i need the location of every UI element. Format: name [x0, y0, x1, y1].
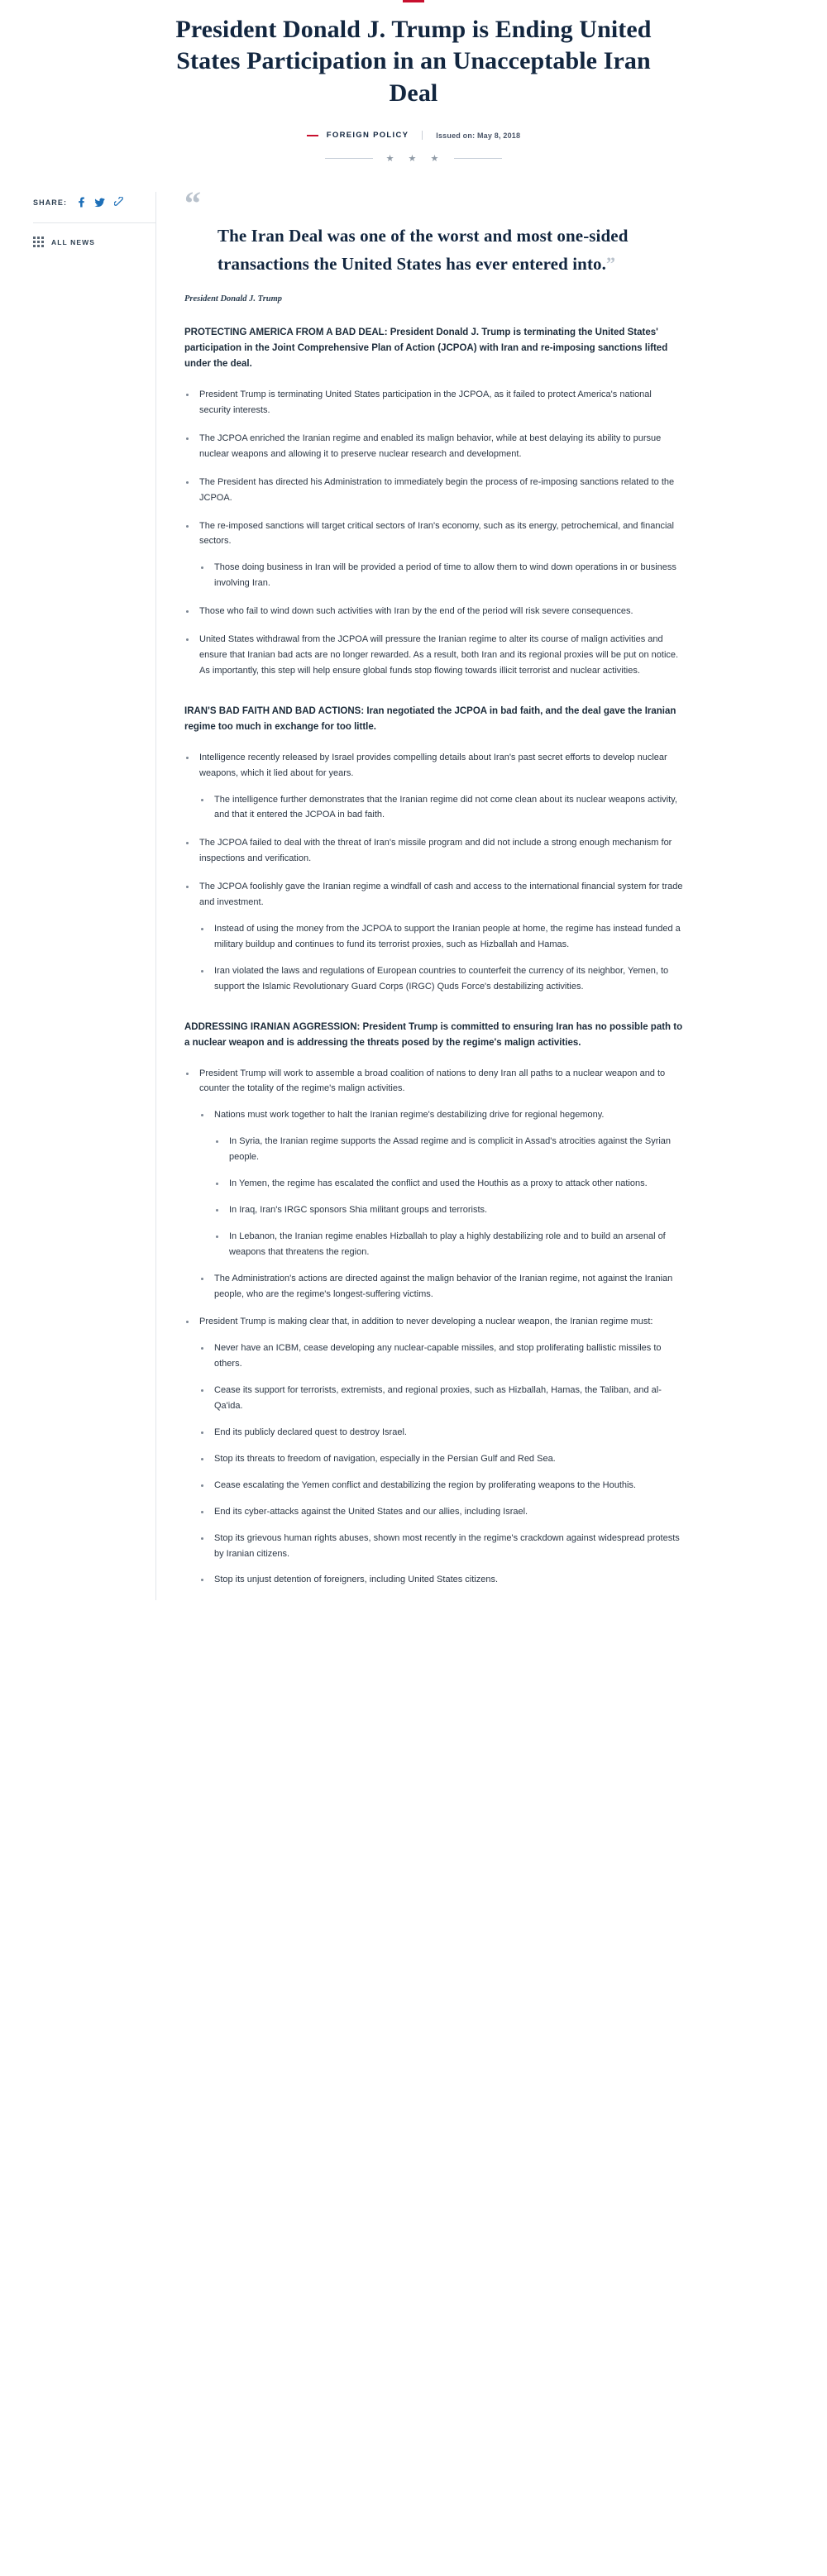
list-item: [199, 1504, 685, 1520]
list-item: [199, 1478, 685, 1494]
bullet-list-level-1: [184, 1066, 685, 1589]
list-item: [184, 632, 685, 679]
list-item-text: The Administration's actions are directed against the malign behavior of the Iranian regime, not against the Iranian people, who are the regime's longest-suffering victims.: [214, 1273, 673, 1299]
pull-quote: [218, 223, 652, 277]
list-item: [214, 1202, 685, 1218]
list-item-text: President Trump will work to assemble a broad coalition of nations to deny Iran all paths to a nuclear weapon and to counter the totality of the regime's malign activities.: [199, 1068, 666, 1094]
section-heading: ADDRESSING IRANIAN AGGRESSION: President Trump is committed to ensuring Iran has no possible path to a nuclear weapon and is addressing the threats posed by the regime's malign activities.: [184, 1021, 683, 1048]
all-news-link[interactable]: [33, 237, 155, 247]
list-item-text: In Yemen, the regime has escalated the conflict and used the Houthis as a proxy to attack other nations.: [229, 1178, 648, 1189]
list-item-text: Those who fail to wind down such activities with Iran by the end of the period will risk severe consequences.: [199, 606, 633, 617]
list-item-text: End its cyber-attacks against the United States and our allies, including Israel.: [214, 1506, 528, 1517]
article-content: [0, 184, 827, 1633]
bullet-list-level-2: [199, 921, 685, 995]
list-item-text: President Trump is making clear that, in addition to never developing a nuclear weapon, the Iranian regime must:: [199, 1317, 653, 1327]
list-item-text: Stop its threats to freedom of navigation, especially in the Persian Gulf and Red Sea.: [214, 1453, 556, 1464]
list-item: [184, 879, 685, 994]
list-item: [199, 1572, 685, 1588]
list-item: [184, 604, 685, 619]
list-item: [199, 1271, 685, 1302]
list-item-text: The JCPOA foolishly gave the Iranian regime a windfall of cash and access to the international financial system for trade and investment.: [199, 882, 683, 908]
list-item: [214, 1229, 685, 1260]
list-item-text: Instead of using the money from the JCPOA to support the Iranian people at home, the regime has instead funded a military buildup and continues to fund its terrorist proxies, such as Hizballah and Hamas.: [214, 923, 681, 949]
list-item: [199, 921, 685, 953]
list-item: [199, 1425, 685, 1441]
list-item-text: Intelligence recently released by Israel provides compelling details about Iran's past secret efforts to develop nuclear weapons, which it lied about for years.: [199, 752, 667, 778]
facebook-icon[interactable]: [76, 197, 85, 208]
divider-line-left: [325, 158, 373, 159]
bullet-list-level-2: [199, 1341, 685, 1588]
list-item: [199, 560, 685, 591]
list-item: [199, 792, 685, 824]
list-item: [184, 750, 685, 824]
list-item: [184, 387, 685, 418]
list-item-text: The re-imposed sanctions will target critical sectors of Iran's economy, such as its energy, petrochemical, and financial sectors.: [199, 520, 674, 547]
list-item: [184, 431, 685, 462]
list-item-text: Stop its unjust detention of foreigners, including United States citizens.: [214, 1575, 499, 1585]
share-label: SHARE:: [33, 198, 68, 207]
section-heading: IRAN'S BAD FAITH AND BAD ACTIONS: Iran negotiated the JCPOA in bad faith, and the deal gave the Iranian regime too much in exchange for too little.: [184, 705, 676, 732]
grid-icon: [33, 237, 44, 247]
list-item: [199, 1531, 685, 1562]
sections-root: [184, 325, 685, 1588]
stars-glyphs: ★ ★ ★: [385, 154, 445, 165]
list-item-text: Cease escalating the Yemen conflict and destabilizing the region by proliferating weapons to the Houthis.: [214, 1479, 636, 1490]
list-item-text: End its publicly declared quest to destroy Israel.: [214, 1427, 407, 1438]
list-item: [199, 963, 685, 995]
list-item-text: Never have an ICBM, cease developing any nuclear-capable missiles, and stop proliferating ballistic missiles to others.: [214, 1343, 662, 1369]
list-item-text: The President has directed his Administration to immediately begin the process of re-imposing sanctions related to the JCPOA.: [199, 476, 675, 503]
quote-close-mark: ”: [606, 252, 616, 274]
bullet-list-level-2: [199, 560, 685, 591]
list-item-text: Nations must work together to halt the Iranian regime's destabilizing drive for regional hegemony.: [214, 1110, 605, 1121]
list-item: [214, 1176, 685, 1192]
list-item-text: President Trump is terminating United States participation in the JCPOA, as it failed to protect America's national security interests.: [199, 390, 652, 415]
list-item-text: The JCPOA failed to deal with the threat of Iran's missile program and did not include a strong enough mechanism for inspections and verification.: [199, 838, 672, 864]
list-item: [199, 1451, 685, 1467]
category-label[interactable]: FOREIGN POLICY: [326, 131, 409, 141]
link-icon[interactable]: [114, 197, 125, 208]
share-row: [33, 197, 155, 208]
list-item-text: United States withdrawal from the JCPOA will pressure the Iranian regime to alter its course of malign activities and ensure that Iranian bad acts are no longer rewarded. As a result, both Iran and its regional proxies will be put on notice. As importantly, this step will help ensure global funds stop flowing towards illicit terrorist and nuclear activities.: [199, 634, 679, 676]
quote-open-mark: “: [184, 184, 201, 222]
list-item: [199, 1341, 685, 1372]
bullet-list-level-1: [184, 387, 685, 679]
list-item-text: In Lebanon, the Iranian regime enables Hizballah to play a highly destabilizing role and to build an arsenal of weapons that threatens the region.: [229, 1231, 666, 1257]
list-item: [214, 1134, 685, 1165]
list-item-text: Those doing business in Iran will be provided a period of time to allow them to wind down operations in or business involving Iran.: [214, 562, 676, 589]
list-item: [184, 475, 685, 506]
list-item-text: In Syria, the Iranian regime supports the Assad regime and is complicit in Assad's atrocities against the Syrian people.: [229, 1136, 672, 1163]
twitter-icon[interactable]: [94, 197, 105, 208]
meta-dash-rule: [307, 135, 318, 136]
list-item-text: The intelligence further demonstrates that the Iranian regime did not come clean about its nuclear weapons activity, and that it entered the JCPOA in bad faith.: [214, 794, 677, 820]
list-item: [184, 519, 685, 592]
meta-separator: [422, 131, 423, 140]
rail-divider: [33, 222, 155, 223]
bullet-list-level-1: [184, 750, 685, 995]
list-item: [184, 835, 685, 867]
page-title: President Donald J. Trump is Ending United States Participation in an Unacceptable Iran Deal: [175, 16, 652, 107]
top-accent-rule: [403, 0, 424, 2]
divider-line-right: [454, 158, 502, 159]
article-body: [155, 184, 685, 1600]
list-item: [184, 1314, 685, 1588]
issued-date: Issued on: May 8, 2018: [436, 131, 521, 140]
bullet-list-level-2: [199, 792, 685, 824]
section-heading: PROTECTING AMERICA FROM A BAD DEAL: President Donald J. Trump is terminating the United States' participation in the Joint Comprehensive Plan of Action (JCPOA) with Iran and re-imposing sanctions lifted under the deal.: [184, 327, 668, 370]
list-item-text: The JCPOA enriched the Iranian regime and enabled its malign behavior, while at best delaying its ability to pursue nuclear weapons and allowing it to preserve nuclear research and development.: [199, 433, 662, 459]
list-item: [199, 1107, 685, 1259]
stars-divider: [0, 153, 827, 164]
list-item-text: Iran violated the laws and regulations of European countries to counterfeit the currency of its neighbor, Yemen, to support the Islamic Revolutionary Guard Corps (IRGC) Quds Force's destabilizing activities.: [214, 965, 669, 992]
all-news-label: ALL NEWS: [51, 237, 96, 246]
list-item: [184, 1066, 685, 1302]
list-item-text: In Iraq, Iran's IRGC sponsors Shia militant groups and terrorists.: [229, 1204, 488, 1215]
bullet-list-level-3: [214, 1134, 685, 1259]
pull-quote-text: The Iran Deal was one of the worst and most one-sided transactions the United States has ever entered into.: [218, 226, 629, 274]
article-meta: [0, 131, 827, 140]
list-item: [199, 1383, 685, 1414]
bullet-list-level-2: [199, 1107, 685, 1302]
quote-attribution: President Donald J. Trump: [184, 294, 283, 304]
left-rail: [33, 192, 155, 1600]
list-item-text: Stop its grievous human rights abuses, shown most recently in the regime's crackdown against widespread protests by Iranian citizens.: [214, 1532, 680, 1559]
list-item-text: Cease its support for terrorists, extremists, and regional proxies, such as Hizballah, Hamas, the Taliban, and al-Qa'ida.: [214, 1385, 662, 1412]
